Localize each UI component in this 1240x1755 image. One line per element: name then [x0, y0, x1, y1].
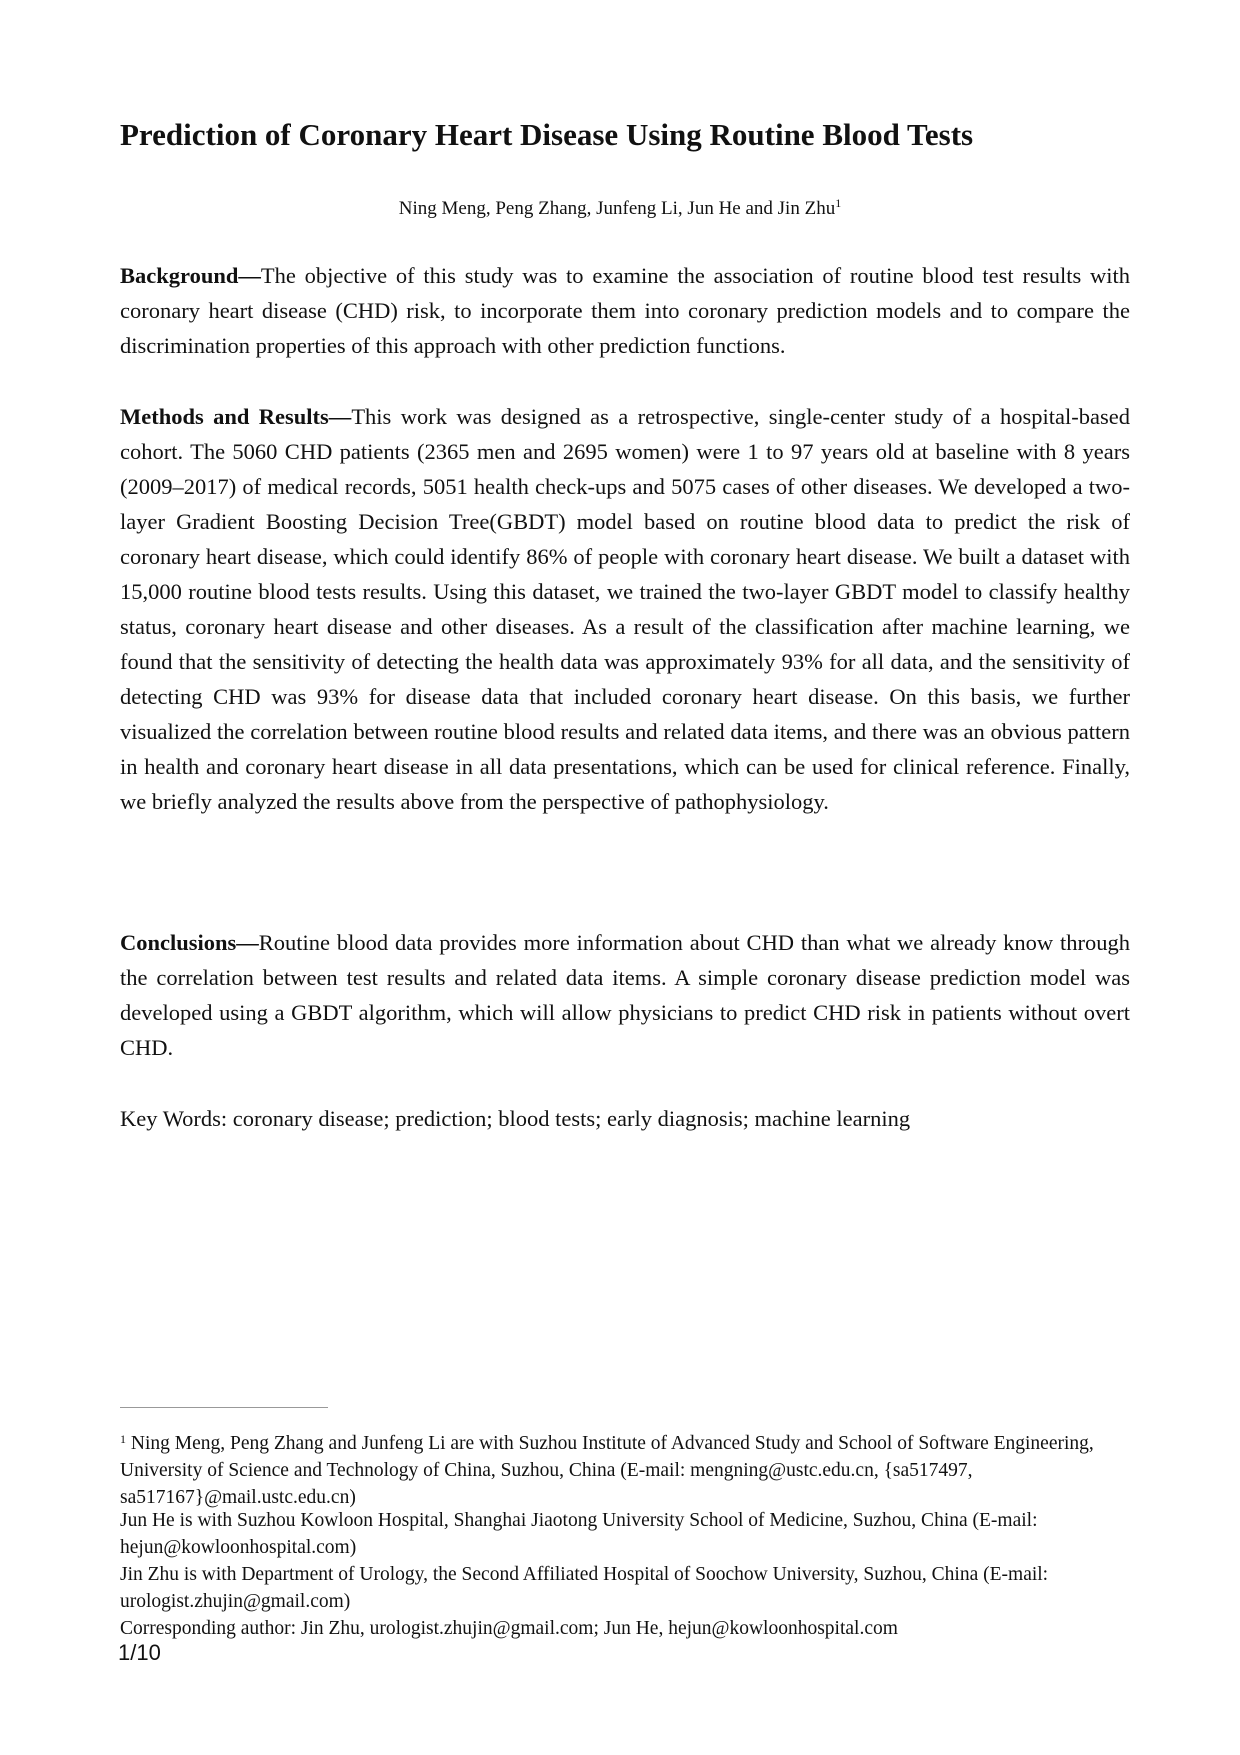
footnote-mark: 1	[120, 1432, 126, 1446]
methods-results-text: This work was designed as a retrospective, single-center study of a hospital-based cohort. The 5060 CHD patients (2365 men and 2695 women) were 1 to 97 years old at baseline with 8 years (2009–2017) of medical records, 5051 health check-ups and 5075 cases of other diseases. We developed a two-layer Gradient Boosting Decision Tree(GBDT) model based on routine blood data to predict the risk of coronary heart disease, which could identify 86% of people with coronary heart disease. We built a dataset with 15,000 routine blood tests results. Using this dataset, we trained the two-layer GBDT model to classify healthy status, coronary heart disease and other diseases. As a result of the classification after machine learning, we found that the sensitivity of detecting the health data was approximately 93% for all data, and the sensitivity of detecting CHD was 93% for disease data that included coronary heart disease. On this basis, we further visualized the correlation between routine blood results and related data items, and there was an obvious pattern in health and coronary heart disease in all data presentations, which can be used for clinical reference. Finally, we briefly analyzed the results above from the perspective of pathophysiology.	[120, 404, 1130, 814]
conclusions-label: Conclusions—	[120, 930, 259, 955]
footnote-affiliation-1	[120, 1426, 1130, 1511]
background-label: Background—	[120, 263, 261, 288]
abstract-conclusions	[120, 925, 1130, 1065]
footnote-affiliation-2: Jun He is with Suzhou Kowloon Hospital, Shanghai Jiaotong University School of Medicine, Suzhou, China (E-mail: hejun@kowloonhospital.com)	[120, 1510, 1038, 1558]
abstract-background	[120, 258, 1130, 363]
methods-results-label: Methods and Results—	[120, 404, 352, 429]
footnote-divider	[120, 1407, 328, 1408]
author-footnote-mark: 1	[835, 196, 842, 210]
footnote-affiliation-1-text: Ning Meng, Peng Zhang and Junfeng Li are with Suzhou Institute of Advanced Study and School of Software Engineering, University of Science and Technology of China, Suzhou, China (E-mail: mengning@ustc.edu.cn, {sa517497, sa517167}@mail.ustc.edu.cn)	[120, 1433, 1094, 1508]
author-list	[0, 196, 1240, 220]
page-number: 1/10	[118, 1640, 161, 1665]
author-names: Ning Meng, Peng Zhang, Junfeng Li, Jun He and Jin Zhu	[398, 198, 836, 219]
conclusions-text: Routine blood data provides more information about CHD than what we already know through the correlation between test results and related data items. A simple coronary disease prediction model was developed using a GBDT algorithm, which will allow physicians to predict CHD risk in patients without overt CHD.	[120, 930, 1130, 1060]
background-text: The objective of this study was to examine the association of routine blood test results with coronary heart disease (CHD) risk, to incorporate them into coronary prediction models and to compare the discrimination properties of this approach with other prediction functions.	[120, 263, 1130, 358]
keywords: Key Words: coronary disease; prediction; blood tests; early diagnosis; machine learning	[120, 1106, 911, 1131]
paper-title: Prediction of Coronary Heart Disease Using Routine Blood Tests	[120, 117, 974, 152]
footnote-affiliation-3: Jin Zhu is with Department of Urology, the Second Affiliated Hospital of Soochow University, Suzhou, China (E-mail: urologist.zhujin@gmail.com)	[120, 1564, 1049, 1612]
abstract-methods-results	[120, 399, 1130, 819]
footnote-corresponding-author: Corresponding author: Jin Zhu, urologist.zhujin@gmail.com; Jun He, hejun@kowloonhospital.com	[120, 1618, 898, 1639]
